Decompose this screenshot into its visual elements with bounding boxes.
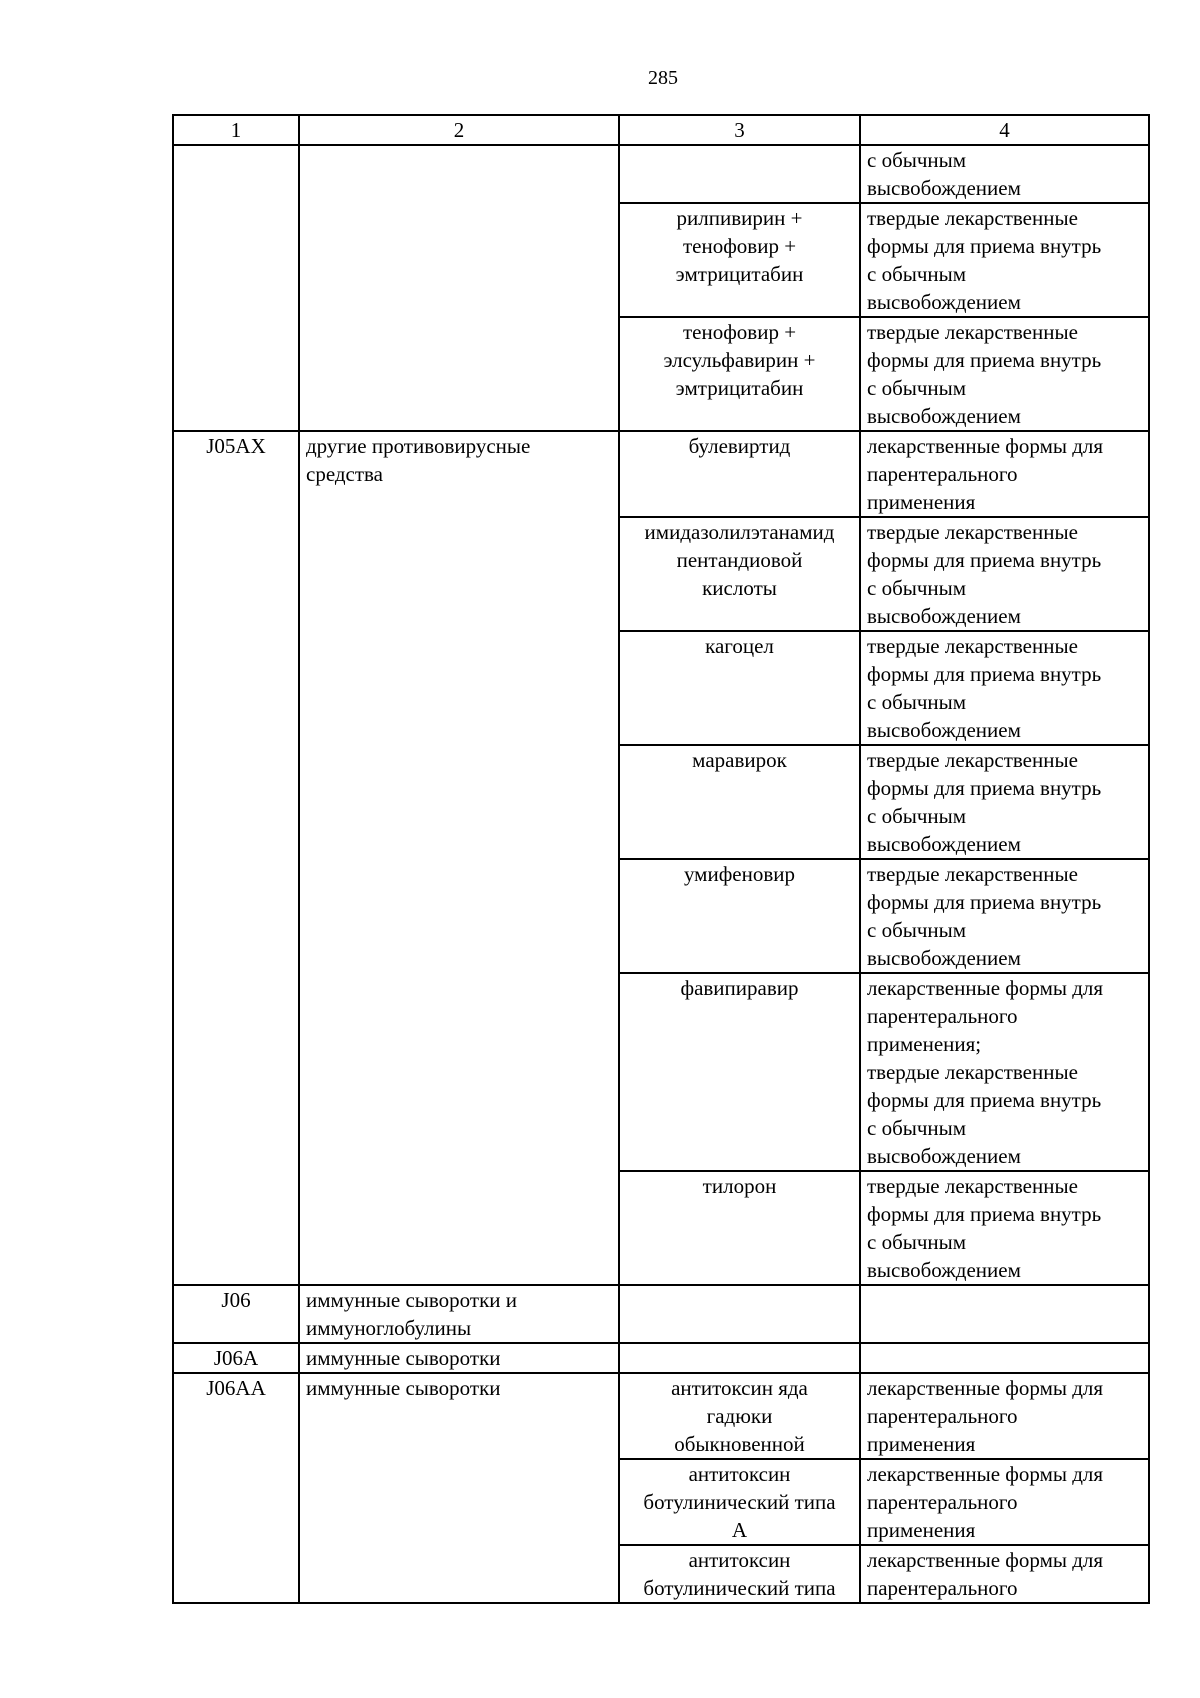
group-name-cell: иммунные сыворотки (299, 1343, 619, 1373)
substance-cell: маравирок (619, 745, 860, 859)
group-name-cell: другие противовирусные средства (299, 431, 619, 1285)
dosage-form-cell: лекарственные формы для парентерального применения; твердые лекарственные формы для приема внутрь с обычным высвобождением (860, 973, 1149, 1171)
table-row (173, 431, 1149, 517)
group-name-cell: иммунные сыворотки и иммуноглобулины (299, 1285, 619, 1343)
atc-code-cell: J05AX (173, 431, 299, 1285)
substance-cell: тенофовир + элсульфавирин + эмтрицитабин (619, 317, 860, 431)
substance-cell: умифеновир (619, 859, 860, 973)
dosage-form-cell: твердые лекарственные формы для приема внутрь с обычным высвобождением (860, 859, 1149, 973)
dosage-form-cell: твердые лекарственные формы для приема внутрь с обычным высвобождением (860, 745, 1149, 859)
dosage-form-cell: твердые лекарственные формы для приема внутрь с обычным высвобождением (860, 317, 1149, 431)
dosage-form-cell: лекарственные формы для парентерального применения (860, 1373, 1149, 1459)
atc-code-cell (173, 145, 299, 431)
table-row (173, 1343, 1149, 1373)
atc-code-cell: J06 (173, 1285, 299, 1343)
dosage-form-cell (860, 1285, 1149, 1343)
dosage-form-cell: твердые лекарственные формы для приема внутрь с обычным высвобождением (860, 631, 1149, 745)
page-number: 285 (648, 67, 678, 89)
atc-code-cell: J06AA (173, 1373, 299, 1603)
group-name-cell: иммунные сыворотки (299, 1373, 619, 1603)
substance-cell: фавипиравир (619, 973, 860, 1171)
dosage-form-cell: с обычным высвобождением (860, 145, 1149, 203)
dosage-form-cell: твердые лекарственные формы для приема внутрь с обычным высвобождением (860, 203, 1149, 317)
dosage-form-cell: лекарственные формы для парентерального применения (860, 431, 1149, 517)
header-col-3: 3 (619, 115, 860, 145)
dosage-form-cell (860, 1343, 1149, 1373)
table-row (173, 145, 1149, 203)
substance-cell: имидазолилэтанамид пентандиовой кислоты (619, 517, 860, 631)
header-col-2: 2 (299, 115, 619, 145)
table-header-row (173, 115, 1149, 145)
substance-cell: рилпивирин + тенофовир + эмтрицитабин (619, 203, 860, 317)
dosage-form-cell: твердые лекарственные формы для приема внутрь с обычным высвобождением (860, 1171, 1149, 1285)
substance-cell: антитоксин ботулинический типа А (619, 1459, 860, 1545)
header-col-4: 4 (860, 115, 1149, 145)
substance-cell: кагоцел (619, 631, 860, 745)
group-name-cell (299, 145, 619, 431)
substance-cell: антитоксин ботулинический типа (619, 1545, 860, 1603)
substance-cell: тилорон (619, 1171, 860, 1285)
substance-cell: антитоксин яда гадюки обыкновенной (619, 1373, 860, 1459)
table-row (173, 1285, 1149, 1343)
atc-code-cell: J06A (173, 1343, 299, 1373)
header-col-1: 1 (173, 115, 299, 145)
substance-cell (619, 1343, 860, 1373)
table-row (173, 1373, 1149, 1459)
substance-cell (619, 145, 860, 203)
substance-cell (619, 1285, 860, 1343)
medication-table (172, 114, 1150, 1604)
substance-cell: булевиртид (619, 431, 860, 517)
dosage-form-cell: лекарственные формы для парентерального применения (860, 1459, 1149, 1545)
dosage-form-cell: твердые лекарственные формы для приема внутрь с обычным высвобождением (860, 517, 1149, 631)
dosage-form-cell: лекарственные формы для парентерального (860, 1545, 1149, 1603)
